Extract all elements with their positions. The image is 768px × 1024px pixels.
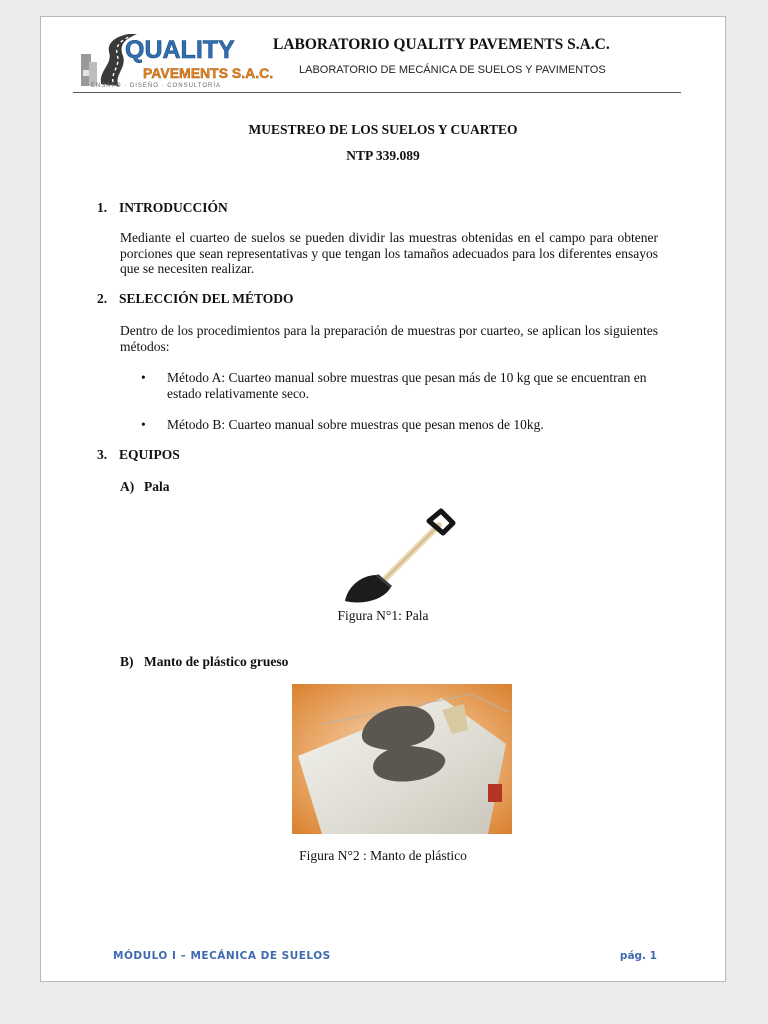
section-title: SELECCIÓN DEL MÉTODO [119,291,294,306]
subsection-title: Pala [144,479,170,494]
section-title: EQUIPOS [119,447,180,462]
bullet-icon: • [141,370,146,385]
document-title: MUESTREO DE LOS SUELOS Y CUARTEO [248,122,518,137]
list-item [143,370,658,401]
section-heading-seleccion [97,291,294,307]
logo-tagline: ENSAYO · DISEÑO · CONSULTORÍA [91,83,222,89]
bullet-icon: • [141,417,146,432]
method-paragraph: Dentro de los procedimientos para la preparación de muestras por cuarteo, se aplican los siguientes métodos: [120,323,658,354]
section-number: 2. [97,291,108,306]
lab-name: LABORATORIO QUALITY PAVEMENTS S.A.C. [273,36,610,53]
section-number: 3. [97,447,108,462]
section-heading-introduccion [97,200,228,216]
section-number: 1. [97,200,108,215]
header-divider [73,92,681,93]
figure-caption: Figura N°1: Pala [337,608,429,623]
lab-subtitle: LABORATORIO DE MECÁNICA DE SUELOS Y PAVIMENTOS [299,64,606,76]
section-title: INTRODUCCIÓN [119,200,228,215]
list-item [143,417,658,433]
footer-module: MÓDULO I – MECÁNICA DE SUELOS [113,950,331,962]
subsection-letter: A) [120,479,135,494]
bullet-text: Método A: Cuarteo manual sobre muestras que pesan más de 10 kg que se encuentran en estado relativamente seco. [167,370,647,401]
intro-paragraph: Mediante el cuarteo de suelos se pueden dividir las muestras obtenidas en el campo para obtener porciones que sean representativas y que tengan los tamaños adecuados para los diferentes ensayos que se necesiten realizar. [120,230,658,276]
svg-text:QUALITY: QUALITY [125,36,235,64]
document-page [40,16,726,982]
subsection-heading-manto [120,654,288,670]
svg-text:PAVEMENTS S.A.C.: PAVEMENTS S.A.C. [143,65,274,81]
page-number: pág. 1 [619,950,657,962]
section-heading-equipos [97,447,180,463]
figure-caption: Figura N°2 : Manto de plástico [299,848,467,863]
shovel-image [337,505,467,605]
plastic-sheet-image [292,684,512,834]
subsection-title: Manto de plástico grueso [144,654,289,669]
subsection-heading-pala [120,479,170,495]
document-standard: NTP 339.089 [346,148,420,163]
subsection-letter: B) [120,654,134,669]
bullet-text: Método B: Cuarteo manual sobre muestras que pesan menos de 10kg. [167,417,544,432]
